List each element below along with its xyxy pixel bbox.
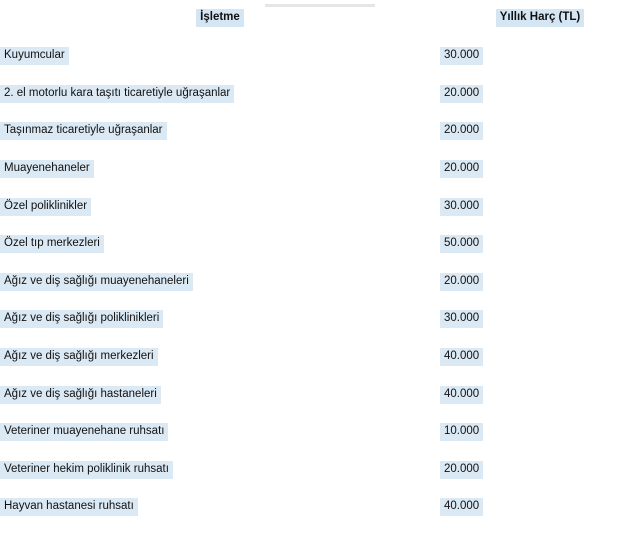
cell-fee-label: 40.000 — [440, 348, 483, 366]
table-row — [0, 376, 640, 414]
cell-fee — [440, 225, 640, 263]
table-row — [0, 75, 640, 113]
cell-business — [0, 75, 440, 113]
column-header-annual-fee-label: Yıllık Harç (TL) — [496, 9, 585, 27]
cell-fee — [440, 150, 640, 188]
table-row — [0, 188, 640, 226]
table-row — [0, 413, 640, 451]
cell-fee — [440, 75, 640, 113]
cell-business — [0, 150, 440, 188]
cell-business — [0, 451, 440, 489]
cell-fee — [440, 376, 640, 414]
table-row — [0, 38, 640, 76]
cell-fee-label: 30.000 — [440, 47, 483, 65]
table-row — [0, 225, 640, 263]
cell-fee-label: 50.000 — [440, 235, 483, 253]
cell-fee-label: 20.000 — [440, 461, 483, 479]
cell-business-label: Özel poliklinikler — [0, 198, 91, 216]
cell-business-label: Ağız ve diş sağlığı hastaneleri — [0, 386, 161, 404]
document-page — [0, 4, 640, 533]
cell-business — [0, 489, 440, 527]
table-body — [0, 38, 640, 527]
column-header-business-label: İşletme — [196, 9, 244, 27]
cell-business-label: Veteriner hekim poliklinik ruhsatı — [0, 461, 173, 479]
cell-business — [0, 301, 440, 339]
cell-fee — [440, 38, 640, 76]
cell-fee — [440, 113, 640, 151]
cell-business — [0, 225, 440, 263]
annual-fee-table — [0, 4, 640, 527]
cell-business-label: Veteriner muayenehane ruhsatı — [0, 423, 168, 441]
table-row — [0, 150, 640, 188]
cell-fee — [440, 413, 640, 451]
cell-fee — [440, 301, 640, 339]
cell-business-label: Taşınmaz ticaretiyle uğraşanlar — [0, 122, 167, 140]
table-row — [0, 451, 640, 489]
cell-business — [0, 376, 440, 414]
cell-fee — [440, 489, 640, 527]
table-row — [0, 338, 640, 376]
table-row — [0, 489, 640, 527]
cell-fee — [440, 451, 640, 489]
table-row — [0, 113, 640, 151]
cell-business — [0, 188, 440, 226]
cell-fee-label: 30.000 — [440, 198, 483, 216]
cell-fee — [440, 338, 640, 376]
page-top-strip — [265, 4, 375, 7]
cell-business-label: Ağız ve diş sağlığı poliklinikleri — [0, 310, 163, 328]
cell-business-label: Kuyumcular — [0, 47, 69, 65]
cell-business-label: Ağız ve diş sağlığı muayenehaneleri — [0, 273, 193, 291]
cell-fee-label: 40.000 — [440, 498, 483, 516]
cell-business — [0, 263, 440, 301]
table-header-row — [0, 4, 640, 38]
cell-fee-label: 20.000 — [440, 85, 483, 103]
cell-business-label: Özel tıp merkezleri — [0, 235, 104, 253]
cell-fee-label: 20.000 — [440, 122, 483, 140]
column-header-business — [0, 4, 440, 38]
cell-fee-label: 30.000 — [440, 310, 483, 328]
cell-business-label: Ağız ve diş sağlığı merkezleri — [0, 348, 158, 366]
cell-fee-label: 20.000 — [440, 160, 483, 178]
cell-fee-label: 20.000 — [440, 273, 483, 291]
cell-business-label: 2. el motorlu kara taşıtı ticaretiyle uğraşanlar — [0, 85, 234, 103]
table-row — [0, 263, 640, 301]
cell-business-label: Hayvan hastanesi ruhsatı — [0, 498, 138, 516]
cell-business — [0, 338, 440, 376]
cell-business-label: Muayenehaneler — [0, 160, 94, 178]
cell-fee-label: 40.000 — [440, 386, 483, 404]
cell-business — [0, 113, 440, 151]
cell-fee-label: 10.000 — [440, 423, 483, 441]
cell-business — [0, 38, 440, 76]
cell-business — [0, 413, 440, 451]
table-row — [0, 301, 640, 339]
column-header-annual-fee — [440, 4, 640, 38]
cell-fee — [440, 188, 640, 226]
cell-fee — [440, 263, 640, 301]
